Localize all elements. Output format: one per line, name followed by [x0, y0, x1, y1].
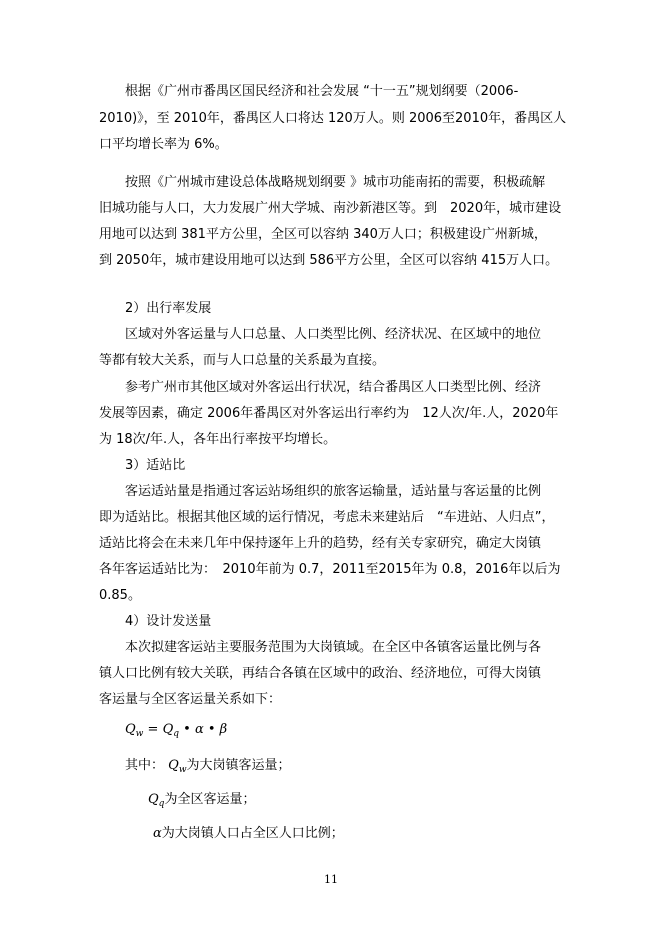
formula-lhs-sub: w	[135, 729, 144, 739]
para1-line1: 根据《广州市番禺区国民经济和社会发展 “十一五”规划纲要（2006-	[125, 84, 519, 99]
para3-line1: 区域对外客运量与人口总量、人口类型比例、经济状况、在区域中的地位	[125, 327, 542, 342]
para2-line4: 到 2050年，城市建设用地可以达到 586平方公里，全区可以容纳 415万人口。	[99, 253, 559, 268]
para3-line2: 等都有较大关系，而与人口总量的关系最为直接。	[99, 353, 386, 368]
definition-qq	[148, 792, 255, 812]
section-2-heading: 2）出行率发展	[125, 301, 212, 316]
def-qw-text: 为大岗镇客运量；	[186, 758, 291, 773]
def-qq-text: 为全区客运量；	[164, 792, 256, 807]
formula-beta: β	[219, 722, 228, 737]
def-alpha-symbol: α	[153, 826, 162, 841]
formula-dot-2: •	[203, 722, 220, 737]
para5-line5: 0.85。	[99, 588, 141, 603]
para6-line1: 本次拟建客运站主要服务范围为大岗镇域。在全区中各镇客运量比例与各	[125, 640, 542, 655]
formula-alpha: α	[194, 722, 204, 737]
para1-line3: 口平均增长率为 6%。	[99, 137, 228, 152]
para2-line3: 用地可以达到 381平方公里，全区可以容纳 340万人口；积极建设广州新城，	[99, 227, 547, 242]
where-prefix: 其中：	[125, 758, 165, 773]
para2-line1: 按照《广州城市建设总体战略规划纲要 》城市功能南拓的需要，积极疏解	[125, 175, 546, 190]
def-qq-sub: q	[158, 799, 165, 809]
formula-equals: =	[143, 722, 163, 737]
para5-line2: 即为适站比。根据其他区域的运行情况，考虑未来建站后 “车进站、人归点”，	[99, 510, 555, 525]
definition-qw	[125, 758, 291, 778]
def-qw-symbol: Q	[168, 758, 179, 773]
formula-dot-1: •	[179, 722, 195, 737]
para2-line2: 旧城功能与人口，大力发展广州大学城、南沙新港区等。到 2020年，城市建设	[99, 201, 562, 216]
def-alpha-text: 为大岗镇人口占全区人口比例；	[161, 826, 344, 841]
section-3-heading: 3）适站比	[125, 458, 186, 473]
para5-line3: 适站比将会在未来几年中保持逐年上升的趋势，经有关专家研究，确定大岗镇	[99, 536, 542, 551]
para6-line3: 客运量与全区客运量关系如下：	[99, 692, 282, 707]
para4-line3: 为 18次/年.人，各年出行率按平均增长。	[99, 432, 337, 447]
definition-alpha	[153, 826, 344, 842]
formula-rhs-q: Q	[162, 722, 174, 737]
formula-lhs: Q	[125, 722, 136, 737]
def-qw-sub: w	[178, 765, 187, 775]
para4-line2: 发展等因素，确定 2006年番禺区对外客运出行率约为 12人次/年.人，2020年	[99, 406, 559, 421]
para4-line1: 参考广州市其他区域对外客运出行状况，结合番禺区人口类型比例、经济	[125, 380, 542, 395]
section-4-heading: 4）设计发送量	[125, 614, 212, 629]
formula-rhs-q-sub: q	[173, 729, 179, 739]
page-number: 11	[324, 873, 338, 886]
para6-line2: 镇人口比例有较大关联，再结合各镇在区域中的政治、经济地位，可得大岗镇	[99, 666, 542, 681]
para1-line2: 2010)》，至 2010年，番禺区人口将达 120万人。则 2006至2010年，番禺区人	[99, 111, 567, 126]
formula	[125, 722, 227, 742]
para5-line1: 客运适站量是指通过客运站场组织的旅客运输量，适站量与客运量的比例	[125, 484, 542, 499]
para5-line4: 各年客运适站比为： 2010年前为 0.7，2011至2015年为 0.8，2016年以后为	[99, 562, 561, 577]
def-qq-symbol: Q	[148, 792, 159, 807]
